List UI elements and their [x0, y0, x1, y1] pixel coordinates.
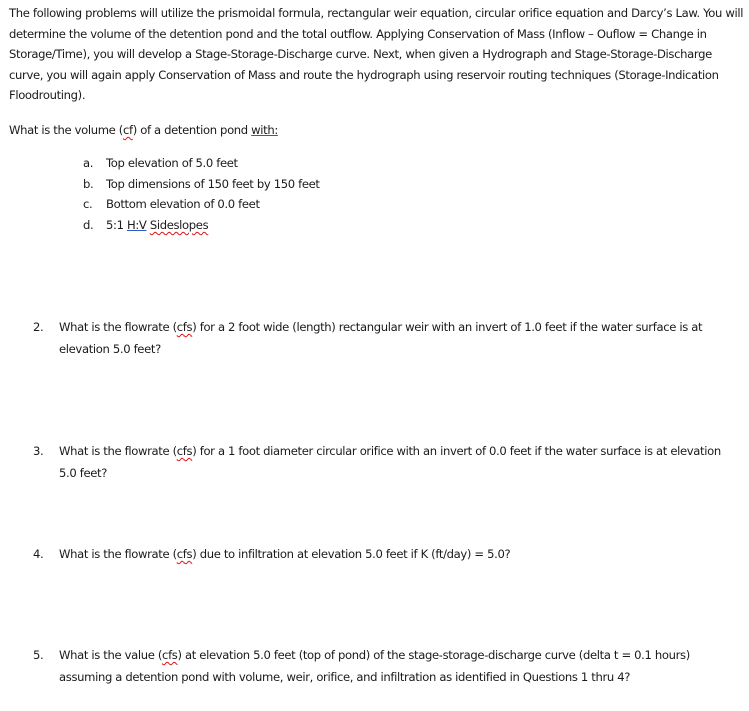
question-3: [33, 441, 733, 484]
question-1-prefix: What is the volume (: [9, 123, 123, 137]
list-item-letter: b.: [83, 176, 94, 191]
question-4: [33, 544, 733, 566]
list-item-text: Top elevation of 5.0 feet: [106, 156, 238, 170]
list-item-text: Bottom elevation of 0.0 feet: [106, 197, 260, 212]
list-item: [83, 153, 320, 174]
question-5-number: 5.: [33, 648, 44, 662]
question-2-rest: ) for a 2 foot wide (length) rectangular weir with an invert of 1.0 feet if the water surface is at elevation 5.0 feet?: [59, 320, 703, 356]
question-1-sublist: [83, 153, 320, 235]
list-item: [83, 215, 320, 236]
list-item-letter: a.: [83, 156, 94, 170]
intro-paragraph: The following problems will utilize the prismoidal formula, rectangular weir equation, circular orifice equation and Darcy’s Law. You will determine the volume of the detention pond and the total outflow. Applying Conservation of Mass (Inflow – Ouflow = Change in Storage/Time), you will develop a Stage-Storage-Discharge curve. Next, when given a Hydrograph and Stage-Storage-Discharge curve, you will again apply Conservation of Mass and route the hydrograph using reservoir routing techniques (Storage-Indication Floodrouting).: [9, 6, 744, 103]
list-item: [83, 174, 320, 195]
question-1-tail: with:: [251, 123, 278, 137]
question-3-unit: cfs: [176, 444, 193, 458]
list-item-text: Top dimensions of 150 feet by 150 feet: [106, 176, 320, 191]
question-2-unit: cfs: [176, 320, 193, 334]
slope-ratio: 5:1: [106, 217, 127, 232]
question-2-number: 2.: [33, 320, 44, 334]
question-4-text: [59, 544, 733, 566]
question-4-prefix: What is the flowrate (: [59, 547, 177, 561]
question-5: [33, 645, 733, 688]
question-2-text: [59, 317, 733, 360]
question-4-rest: ) due to infiltration at elevation 5.0 feet if K (ft/day) = 5.0?: [192, 547, 511, 561]
question-1-middle: ) of a detention pond: [132, 123, 252, 137]
list-item-letter: c.: [83, 197, 93, 212]
question-5-prefix: What is the value (: [59, 648, 163, 662]
question-1: [9, 120, 278, 140]
question-2-prefix: What is the flowrate (: [59, 320, 177, 334]
slope-sideslopes: Sideslopes: [149, 217, 209, 232]
question-4-number: 4.: [33, 547, 44, 561]
question-3-text: [59, 441, 733, 484]
question-5-text: [59, 645, 733, 688]
list-item-text: [106, 215, 208, 236]
question-3-number: 3.: [33, 444, 44, 458]
question-2: [33, 317, 733, 360]
question-1-unit: cf: [122, 123, 133, 137]
question-3-rest: ) for a 1 foot diameter circular orifice with an invert of 0.0 feet if the water surface is at elevation 5.0 feet?: [59, 444, 721, 480]
list-item-letter: d.: [83, 217, 94, 232]
question-5-unit: cfs: [162, 648, 178, 662]
question-5-rest: ) at elevation 5.0 feet (top of pond) of the stage-storage-discharge curve (delta t = 0.1 hours) assuming a detention pond with volume, weir, orifice, and infiltration as identified in Questions 1 thru 4?: [59, 648, 690, 684]
question-3-prefix: What is the flowrate (: [59, 444, 177, 458]
list-item: [83, 194, 320, 215]
slope-hv: H:V: [126, 217, 147, 232]
question-4-unit: cfs: [176, 547, 193, 561]
